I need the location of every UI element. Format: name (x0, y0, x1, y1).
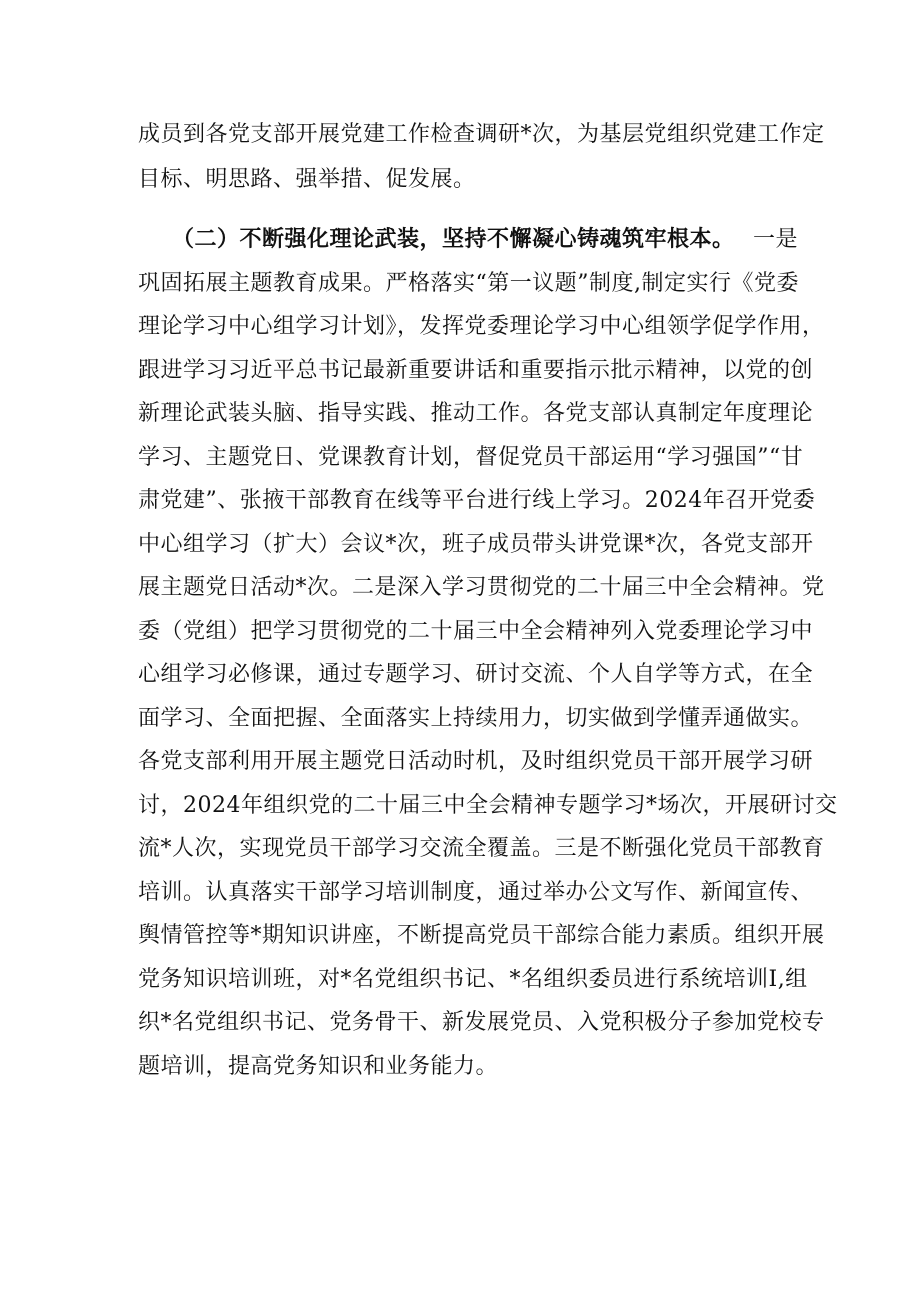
paragraph-line: 各党支部利用开展主题党日活动时机，及时组织党员干部开展学习研 (138, 749, 814, 774)
heading-tail-text: 一是 (752, 227, 798, 252)
paragraph-line: 跟进学习习近平总书记最新重要讲话和重要指示批示精神，以党的创 (138, 357, 814, 383)
paragraph-line: 题培训，提高党务知识和业务能力。 (138, 1053, 499, 1079)
paragraph-line: 新理论武装头脑、指导实践、推动工作。各党支部认真制定年度理论 (138, 401, 814, 426)
paragraph-line: 党务知识培训班，对*名党组织书记、*名组织委员进行系统培训I,组 (138, 966, 808, 992)
paragraph-line: 流*人次，实现党员干部学习交流全覆盖。三是不断强化党员干部教育 (138, 836, 825, 861)
paragraph-line: 成员到各党支部开展党建工作检查调研*次，为基层党组织党建工作定 (138, 122, 825, 147)
paragraph-line: 学习、主题党日、党课教育计划，督促党员干部运用“学习强国”“甘 (138, 444, 804, 470)
paragraph-line: 目标、明思路、强举措、促发展。 (138, 167, 476, 192)
paragraph-line: 心组学习必修课，通过专题学习、研讨交流、个人自学等方式，在全 (138, 662, 814, 687)
paragraph-1 (138, 112, 825, 202)
paragraph-line: 理论学习中心组学习计划》，发挥党委理论学习中心组领学促学作用， (138, 314, 825, 339)
paragraph-line: 委（党组）把学习贯彻党的二十届三中全会精神列入党委理论学习中 (138, 618, 814, 644)
paragraph-line: 织*名党组织书记、党务骨干、新发展党员、入党积极分子参加党校专 (138, 1010, 825, 1035)
paragraph-line: 舆情管控等*期知识讲座，不断提高党员干部综合能力素质。组织开展 (138, 923, 825, 948)
paragraph-first-line (138, 218, 798, 262)
paragraph-line: 展主题党日活动*次。二是深入学习贯彻党的二十届三中全会精神。党 (138, 575, 825, 600)
paragraph-2 (138, 218, 838, 1088)
paragraph-line: 肃党建”、张掖干部教育在线等平台进行线上学习。2024年召开党委 (138, 488, 816, 513)
paragraph-line: 巩固拓展主题教育成果。严格落实“第一议题”制度,制定实行《党委 (138, 270, 799, 296)
section-heading: （二）不断强化理论武装，坚持不懈凝心铸魂筑牢根本。 (172, 226, 735, 252)
paragraph-line: 培训。认真落实干部学习培训制度，通过举办公文写作、新闻宣传、 (138, 879, 814, 905)
paragraph-line: 面学习、全面把握、全面落实上持续用力，切实做到学懂弄通做实。 (138, 705, 814, 731)
paragraph-line: 中心组学习（扩大）会议*次，班子成员带头讲党课*次，各党支部开 (138, 531, 814, 557)
paragraph-line: 讨，2024年组织党的二十届三中全会精神专题学习*场次，开展研讨交 (138, 792, 838, 818)
